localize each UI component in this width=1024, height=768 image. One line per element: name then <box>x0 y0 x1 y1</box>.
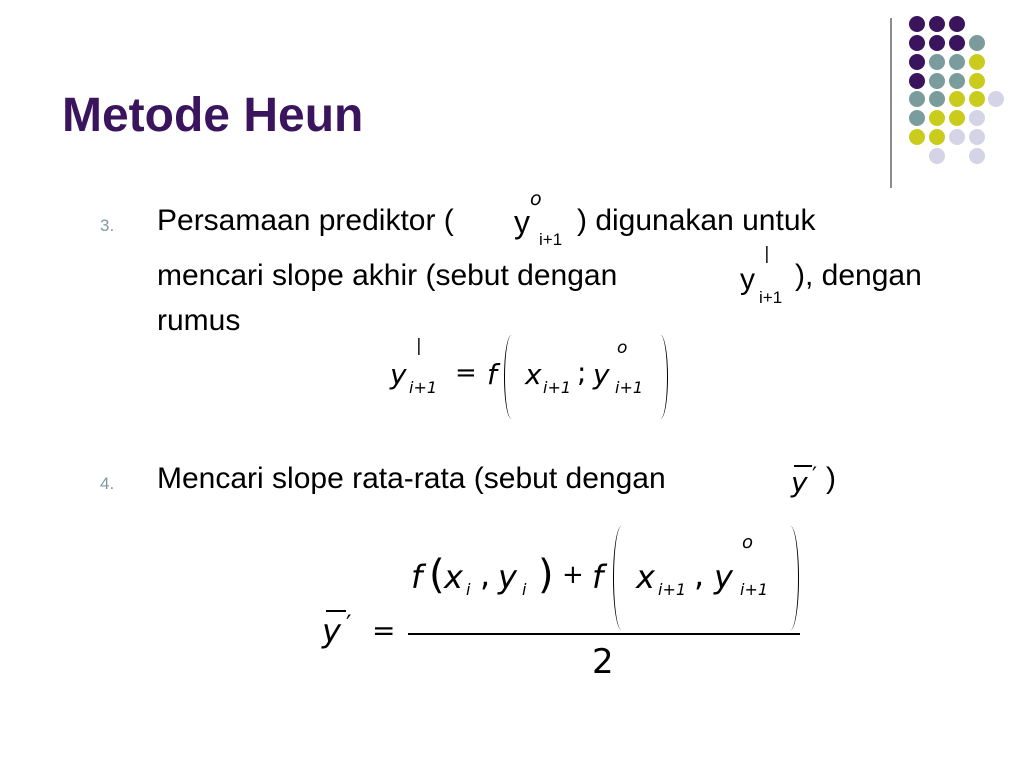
decorative-dot <box>909 54 925 70</box>
item3-line2-suffix: ), dengan <box>795 259 922 292</box>
symbol-y: y <box>498 558 517 596</box>
decorative-dot <box>969 129 985 145</box>
equals-sign: = <box>372 614 396 647</box>
decorative-dot <box>949 129 965 145</box>
decorative-dot <box>949 110 965 126</box>
symbol-y: y <box>593 358 610 391</box>
decorative-dot <box>909 91 925 107</box>
decorative-dot <box>929 110 945 126</box>
decorative-dot <box>949 35 965 51</box>
left-paren <box>504 335 519 419</box>
item3-line2-prefix: mencari slope akhir (sebut dengan <box>157 259 618 292</box>
decorative-dot <box>929 54 945 70</box>
decorative-dot <box>949 91 965 107</box>
denominator-two: 2 <box>592 642 614 682</box>
superscript-bar: | <box>416 336 422 356</box>
decorative-dot <box>929 91 945 107</box>
symbol-f: f <box>487 358 497 391</box>
subscript-i1: i+1 <box>539 230 563 249</box>
inline-math-y-predictor <box>512 188 582 258</box>
decorative-dot <box>929 73 945 89</box>
decorative-dot <box>929 129 945 145</box>
symbol-x: x <box>636 558 655 596</box>
superscript-bar: | <box>764 244 770 264</box>
subscript-i1: i+1 <box>409 378 438 397</box>
decorative-dot <box>969 35 985 51</box>
symbol-y: y <box>740 263 755 296</box>
superscript-o: o <box>530 188 542 210</box>
right-paren-small: ) <box>538 552 554 598</box>
decorative-dot <box>909 110 925 126</box>
prime: ′ <box>812 464 817 489</box>
decorative-dot <box>909 35 925 51</box>
subscript-i1: i+1 <box>759 288 783 307</box>
prime: ′ <box>346 610 352 638</box>
left-paren-small: ( <box>429 552 445 598</box>
semicolon: ; <box>577 356 587 389</box>
symbol-y: y <box>322 612 341 650</box>
fraction-line <box>408 633 800 635</box>
plus-sign: + <box>562 560 584 590</box>
decorative-dot <box>929 35 945 51</box>
list-item-number: 4. <box>100 474 115 493</box>
comma: , <box>694 556 705 594</box>
item3-line3: rumus <box>157 304 241 337</box>
decorative-dot <box>988 91 1004 107</box>
symbol-x: x <box>444 558 463 596</box>
decorative-dot <box>969 73 985 89</box>
item4-text-suffix: ) <box>826 462 836 495</box>
symbol-y: y <box>514 204 530 240</box>
subscript-i1: i+1 <box>543 378 572 397</box>
superscript-o: o <box>742 532 754 553</box>
symbol-x: x <box>525 358 542 391</box>
symbol-f: f <box>411 558 423 596</box>
item3-line1-prefix: Persamaan prediktor ( <box>157 204 454 237</box>
symbol-f: f <box>592 558 604 596</box>
subscript-i1: i+1 <box>658 580 687 599</box>
equation-slope-predictor <box>385 330 685 425</box>
decorative-dot <box>969 148 985 164</box>
decorative-dot <box>969 54 985 70</box>
subscript-i1: i+1 <box>615 378 644 397</box>
subscript-i: i <box>466 580 471 599</box>
symbol-y: y <box>714 558 733 596</box>
symbol-y: y <box>791 466 808 499</box>
subscript-i1: i+1 <box>740 580 769 599</box>
list-item-number: 3. <box>100 216 115 235</box>
slide-title: Metode Heun <box>62 89 364 142</box>
item3-line1-suffix: ) digunakan untuk <box>577 204 816 237</box>
decorative-dot <box>929 148 945 164</box>
decorative-dot <box>969 110 985 126</box>
decorative-dot <box>949 16 965 32</box>
decorative-dot <box>969 91 985 107</box>
right-paren <box>653 335 668 419</box>
left-paren <box>613 526 630 630</box>
inline-math-ybar-prime <box>788 458 828 503</box>
symbol-y: y <box>390 358 407 391</box>
comma: , <box>480 556 491 594</box>
decorative-dot <box>909 129 925 145</box>
right-paren <box>782 526 799 630</box>
decorative-dot <box>949 54 965 70</box>
decorative-dot <box>909 16 925 32</box>
superscript-o: o <box>617 338 628 358</box>
subscript-i: i <box>522 580 527 599</box>
vertical-divider <box>890 18 892 188</box>
decorative-dot <box>949 73 965 89</box>
decorative-dot <box>909 73 925 89</box>
equation-average-slope <box>310 520 820 695</box>
equals-sign: = <box>455 358 477 388</box>
item4-text-prefix: Mencari slope rata-rata (sebut dengan <box>157 462 666 495</box>
decorative-dot <box>929 16 945 32</box>
